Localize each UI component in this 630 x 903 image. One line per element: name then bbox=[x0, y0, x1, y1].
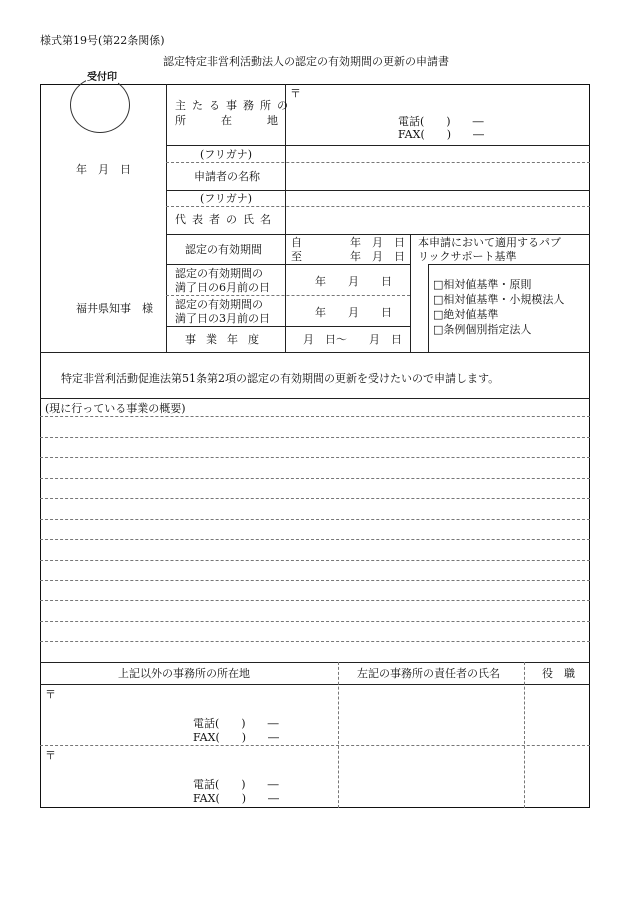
main-office-label: 主たる事務所の bbox=[175, 99, 294, 112]
furigana-divider bbox=[166, 206, 590, 207]
main-office-label-c: 地 bbox=[267, 114, 278, 127]
col-divider-label bbox=[285, 84, 286, 352]
table-row-divider bbox=[40, 745, 590, 746]
fax-field[interactable]: FAX( ) ― bbox=[398, 128, 485, 141]
six-month-label-2: 満了日の6月前の日 bbox=[175, 281, 270, 294]
other-office-phone[interactable]: 電話( ) ― bbox=[193, 717, 279, 730]
applicant-name-label: 申請者の名称 bbox=[194, 170, 260, 183]
three-month-label-2: 満了日の3月前の日 bbox=[175, 312, 270, 325]
other-office-postal: 〒 bbox=[45, 688, 56, 701]
fiscal-year-value[interactable]: 月 日～ 月 日 bbox=[303, 333, 402, 346]
form-title: 認定特定非営利活動法人の認定の有効期間の更新の申請書 bbox=[163, 55, 449, 68]
criteria-option[interactable]: □相対値基準・小規模法人 bbox=[433, 293, 565, 306]
writing-line bbox=[40, 478, 590, 479]
fiscal-year-label: 事業年度 bbox=[185, 333, 269, 346]
postal-mark: 〒 bbox=[290, 87, 301, 100]
furigana-label: (フリガナ) bbox=[200, 192, 253, 205]
row-line bbox=[166, 264, 410, 265]
application-statement: 特定非営利活動促進法第51条第2項の認定の有効期間の更新を受けたいので申請します。 bbox=[61, 372, 500, 385]
furigana-label: (フリガナ) bbox=[200, 148, 253, 161]
writing-line bbox=[40, 580, 590, 581]
six-month-date[interactable]: 年 月 日 bbox=[315, 275, 392, 288]
writing-line bbox=[40, 560, 590, 561]
row-line bbox=[166, 190, 590, 191]
other-office-fax[interactable]: FAX( ) ― bbox=[193, 792, 280, 805]
phone-field[interactable]: 電話( ) ― bbox=[398, 115, 484, 128]
criteria-box-left bbox=[428, 264, 429, 352]
writing-line bbox=[40, 519, 590, 520]
business-overview-label: (現に行っている事業の概要) bbox=[45, 402, 186, 415]
section-line bbox=[40, 352, 590, 353]
other-office-fax[interactable]: FAX( ) ― bbox=[193, 731, 280, 744]
writing-line bbox=[40, 416, 590, 417]
stamp-label: 受付印 bbox=[87, 72, 117, 83]
public-support-label: 本申請において適用するパブ bbox=[418, 236, 561, 249]
table-col-divider bbox=[338, 662, 339, 808]
validity-from: 自 bbox=[291, 236, 302, 249]
other-office-role-header: 役 職 bbox=[542, 667, 575, 680]
validity-from-date[interactable]: 年 月 日 bbox=[350, 236, 405, 249]
row-line bbox=[166, 326, 410, 327]
criteria-option[interactable]: □条例個別指定法人 bbox=[433, 323, 532, 336]
three-month-date[interactable]: 年 月 日 bbox=[315, 306, 392, 319]
criteria-box-top bbox=[428, 264, 590, 265]
date-divider bbox=[166, 295, 410, 296]
representative-label: 代表者の氏名 bbox=[175, 213, 277, 226]
writing-line bbox=[40, 641, 590, 642]
table-col-divider bbox=[524, 662, 525, 808]
form-frame bbox=[40, 84, 590, 808]
three-month-label: 認定の有効期間の bbox=[175, 298, 263, 311]
other-office-person-header: 左記の事務所の責任者の氏名 bbox=[357, 667, 500, 680]
writing-line bbox=[40, 621, 590, 622]
reception-stamp bbox=[70, 77, 130, 133]
main-office-label-a: 所 bbox=[175, 114, 186, 127]
writing-line bbox=[40, 457, 590, 458]
writing-line bbox=[40, 600, 590, 601]
section-line bbox=[40, 662, 590, 663]
validity-label: 認定の有効期間 bbox=[185, 243, 262, 256]
writing-line bbox=[40, 498, 590, 499]
section-line bbox=[40, 398, 590, 399]
validity-to-date[interactable]: 年 月 日 bbox=[350, 250, 405, 263]
row-line bbox=[166, 234, 590, 235]
row-line bbox=[166, 145, 590, 146]
criteria-option[interactable]: □相対値基準・原則 bbox=[433, 278, 532, 291]
public-support-label-2: リックサポート基準 bbox=[418, 250, 517, 263]
col-divider-left bbox=[166, 84, 167, 352]
other-office-postal: 〒 bbox=[45, 749, 56, 762]
other-office-location-header: 上記以外の事務所の所在地 bbox=[118, 667, 250, 680]
date-field[interactable]: 年 月 日 bbox=[76, 163, 131, 176]
furigana-divider bbox=[166, 162, 590, 163]
col-divider-right bbox=[410, 234, 411, 352]
writing-line bbox=[40, 539, 590, 540]
form-number: 様式第19号(第22条関係) bbox=[40, 34, 165, 47]
six-month-label: 認定の有効期間の bbox=[175, 267, 263, 280]
other-office-phone[interactable]: 電話( ) ― bbox=[193, 778, 279, 791]
main-office-label-b: 在 bbox=[221, 114, 232, 127]
writing-line bbox=[40, 437, 590, 438]
table-header-line bbox=[40, 684, 590, 685]
criteria-option[interactable]: □絶対値基準 bbox=[433, 308, 499, 321]
addressee: 福井県知事 様 bbox=[76, 302, 153, 315]
validity-to: 至 bbox=[291, 250, 302, 263]
